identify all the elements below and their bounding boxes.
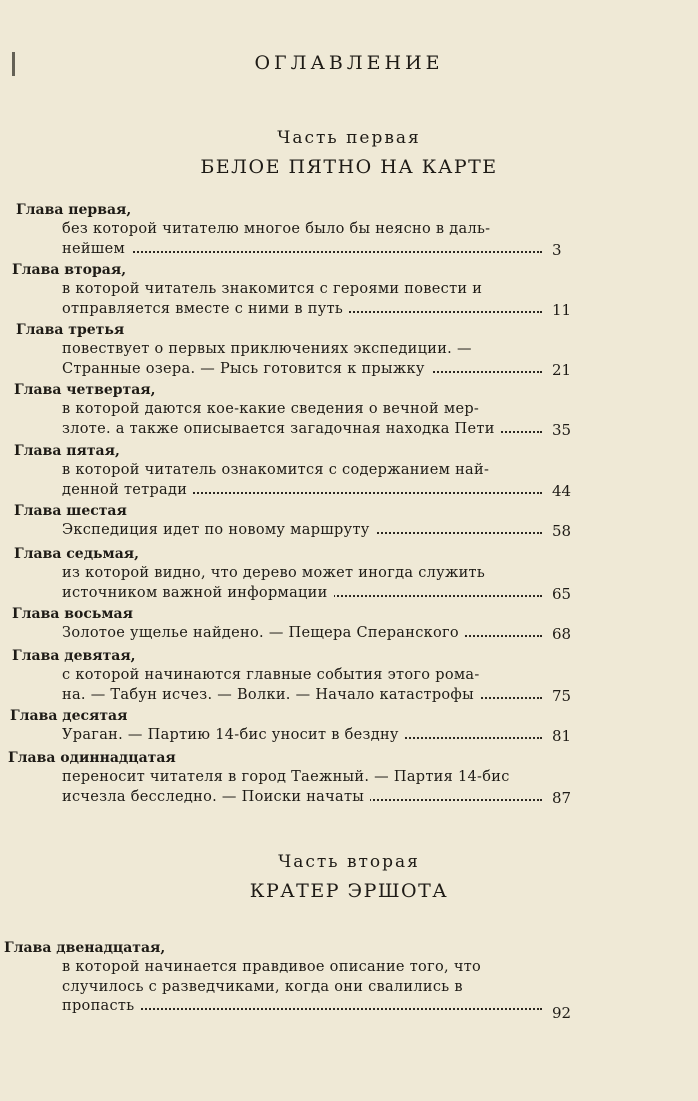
chapter-page-number: 58 bbox=[552, 522, 572, 540]
chapter-description-line bbox=[62, 769, 542, 785]
chapter-heading: Глава первая, bbox=[16, 202, 132, 218]
chapter-description-line bbox=[62, 221, 542, 237]
chapter-heading: Глава восьмая bbox=[12, 606, 133, 622]
chapter-description-text: в которой начинается правдивое описание того, что bbox=[62, 959, 489, 975]
chapter-heading: Глава шестая bbox=[14, 503, 127, 519]
chapter-description-text: источником важной информации bbox=[62, 585, 334, 601]
chapter-page-number: 3 bbox=[552, 240, 562, 259]
chapter-page-number: 75 bbox=[552, 686, 572, 705]
part-2-heading: Часть вторая bbox=[278, 852, 420, 872]
chapter-description-text: с которой начинаются главные события этого рома- bbox=[62, 667, 488, 683]
chapter-description-line bbox=[62, 462, 542, 478]
chapter-description-text: исчезла бесследно. — Поиски начаты bbox=[62, 789, 370, 805]
chapter-heading: Глава девятая, bbox=[12, 648, 136, 664]
chapter-description-line bbox=[62, 789, 542, 805]
chapter-heading: Глава третья bbox=[16, 322, 125, 338]
chapter-description-text: денной тетради bbox=[62, 482, 193, 498]
chapter-page-number: 65 bbox=[552, 584, 572, 603]
chapter-description-text: в которой читатель знакомится с героями повести и bbox=[62, 281, 490, 297]
chapter-description-text: повествует о первых приключениях экспедиции. — bbox=[62, 341, 480, 357]
chapter-description-text: пропасть bbox=[62, 998, 140, 1014]
chapter-heading: Глава одиннадцатая bbox=[8, 750, 176, 766]
chapter-description-line bbox=[62, 979, 542, 995]
chapter-description-line bbox=[62, 998, 542, 1014]
chapter-description-text: Ураган. — Партию 14-бис уносит в бездну bbox=[62, 727, 405, 743]
chapter-heading: Глава пятая, bbox=[14, 443, 120, 459]
chapter-description-line bbox=[62, 667, 542, 683]
chapter-description-line bbox=[62, 585, 542, 601]
chapter-description-line bbox=[62, 625, 542, 641]
chapter-description-line bbox=[62, 421, 542, 437]
chapter-description-line bbox=[62, 522, 542, 538]
chapter-page-number: 44 bbox=[552, 481, 572, 500]
chapter-description-line bbox=[62, 341, 542, 357]
chapter-page-number: 21 bbox=[552, 360, 572, 379]
chapter-heading: Глава двенадцатая, bbox=[4, 940, 166, 956]
part-1-heading: Часть первая bbox=[277, 128, 421, 148]
chapter-description-line bbox=[62, 281, 542, 297]
chapter-description-line bbox=[62, 361, 542, 377]
chapter-description-line bbox=[62, 241, 542, 257]
chapter-description-text: переносит читателя в город Таежный. — Партия 14-бис bbox=[62, 769, 518, 785]
chapter-description-line bbox=[62, 401, 542, 417]
chapter-page-number: 68 bbox=[552, 625, 572, 643]
chapter-description-text: Странные озера. — Рысь готовится к прыжку bbox=[62, 361, 431, 377]
chapter-page-number: 11 bbox=[552, 300, 572, 319]
chapter-description-line bbox=[62, 482, 542, 498]
chapter-description-text: в которой читатель ознакомится с содержанием най- bbox=[62, 462, 497, 478]
chapter-page-number: 35 bbox=[552, 420, 572, 439]
chapter-description-text: в которой даются кое-какие сведения о вечной мер- bbox=[62, 401, 487, 417]
part-2-title: КРАТЕР ЭРШОТА bbox=[249, 880, 449, 902]
chapter-description-text: нейшем bbox=[62, 241, 131, 257]
chapter-page-number: 87 bbox=[552, 788, 572, 807]
toc-title: ОГЛАВЛЕНИЕ bbox=[254, 52, 444, 74]
chapter-description-text: из которой видно, что дерево может иногда служить bbox=[62, 565, 493, 581]
chapter-description-text: на. — Табун исчез. — Волки. — Начало катастрофы bbox=[62, 687, 480, 703]
chapter-description-text: Экспедиция идет по новому маршруту bbox=[62, 522, 376, 538]
chapter-page-number: 81 bbox=[552, 727, 572, 745]
leader-dots bbox=[62, 251, 542, 253]
chapter-description-text: отправляется вместе с ними в путь bbox=[62, 301, 349, 317]
chapter-heading: Глава десятая bbox=[10, 708, 128, 724]
chapter-description-line bbox=[62, 959, 542, 975]
chapter-page-number: 92 bbox=[552, 1004, 572, 1022]
part-1-title: БЕЛОЕ ПЯТНО НА КАРТЕ bbox=[200, 156, 498, 178]
chapter-description-text: Золотое ущелье найдено. — Пещера Сперанского bbox=[62, 625, 465, 641]
chapter-description-line bbox=[62, 727, 542, 743]
chapter-description-line bbox=[62, 301, 542, 317]
chapter-heading: Глава седьмая, bbox=[14, 546, 139, 562]
chapter-heading: Глава четвертая, bbox=[14, 382, 156, 398]
chapter-description-text: случилось с разведчиками, когда они свалились в bbox=[62, 979, 471, 995]
chapter-description-line bbox=[62, 565, 542, 581]
chapter-description-line bbox=[62, 687, 542, 703]
chapter-heading: Глава вторая, bbox=[12, 262, 127, 278]
chapter-description-text: без которой читателю многое было бы неясно в даль- bbox=[62, 221, 498, 237]
chapter-description-text: злоте. а также описывается загадочная находка Пети bbox=[62, 421, 501, 437]
